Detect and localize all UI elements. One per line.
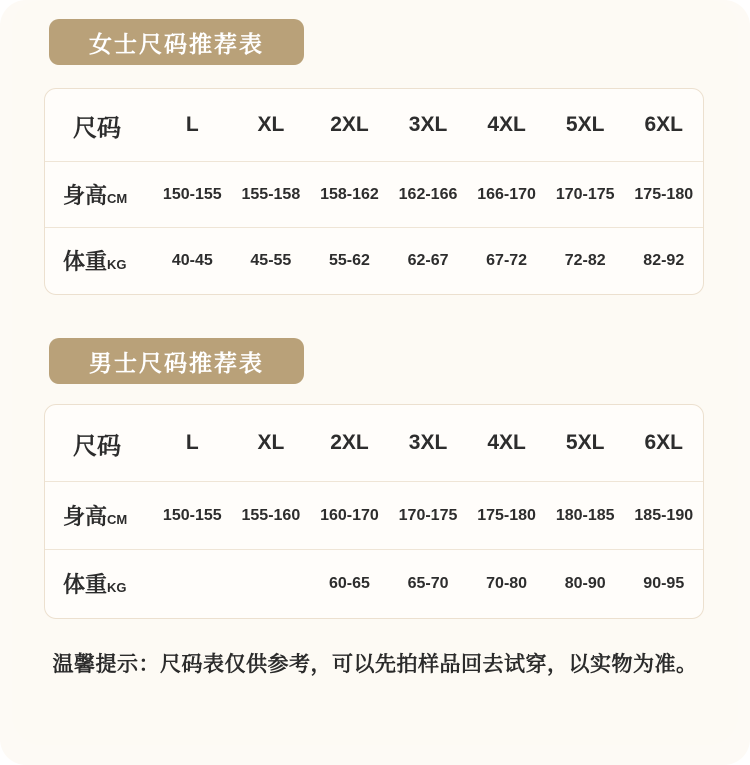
row-label-text: 体重 bbox=[63, 572, 108, 597]
row-label-height bbox=[45, 500, 153, 531]
row-label-unit: CM bbox=[107, 191, 128, 206]
table-row-weight bbox=[45, 227, 703, 293]
row-label-height bbox=[45, 179, 153, 210]
header-label: 尺码 bbox=[73, 432, 121, 460]
row-label-text: 身高 bbox=[63, 183, 108, 208]
table-header-row bbox=[45, 89, 703, 161]
cell-height-l: 150-155 bbox=[162, 506, 222, 524]
cell-height-3xl: 162-166 bbox=[398, 185, 458, 203]
row-label-unit: KG bbox=[107, 257, 127, 272]
size-chart-note: 温馨提示：尺码表仅供参考，可以先拍样品回去试穿，以实物为准。 bbox=[52, 653, 698, 676]
cell-weight-2xl: 55-62 bbox=[328, 251, 370, 269]
header-size-5xl: 5XL bbox=[565, 113, 605, 136]
table-header-row bbox=[45, 405, 703, 481]
cell-weight-l: 40-45 bbox=[171, 251, 213, 269]
cell-height-4xl: 175-180 bbox=[477, 506, 536, 524]
cell-height-xl: 155-160 bbox=[241, 506, 301, 524]
cell-height-6xl: 185-190 bbox=[634, 506, 694, 524]
header-size-l: L bbox=[185, 113, 199, 136]
header-size-l: L bbox=[185, 431, 199, 454]
cell-weight-2xl: 60-65 bbox=[328, 574, 370, 592]
header-size-2xl: 2XL bbox=[330, 431, 369, 454]
cell-weight-5xl: 72-82 bbox=[564, 251, 606, 269]
cell-height-5xl: 170-175 bbox=[555, 185, 615, 203]
cell-weight-3xl: 62-67 bbox=[407, 251, 449, 269]
cell-height-3xl: 170-175 bbox=[398, 506, 458, 524]
cell-height-l: 150-155 bbox=[162, 185, 222, 203]
cell-height-2xl: 158-162 bbox=[320, 185, 379, 203]
row-label-weight bbox=[45, 568, 153, 599]
cell-height-4xl: 166-170 bbox=[477, 185, 536, 203]
header-size-4xl: 4XL bbox=[487, 431, 526, 454]
header-size-5xl: 5XL bbox=[565, 431, 605, 454]
header-size-2xl: 2XL bbox=[330, 113, 369, 136]
header-size-xl: XL bbox=[257, 113, 285, 136]
header-size-6xl: 6XL bbox=[644, 431, 684, 454]
row-label-text: 身高 bbox=[63, 504, 108, 529]
row-label-unit: KG bbox=[107, 580, 127, 595]
cell-weight-xl: 45-55 bbox=[250, 251, 292, 269]
row-label-unit: CM bbox=[107, 512, 128, 527]
cell-weight-3xl: 65-70 bbox=[407, 574, 449, 592]
table-row-weight bbox=[45, 549, 703, 617]
cell-weight-6xl: 90-95 bbox=[643, 574, 685, 592]
header-size-3xl: 3XL bbox=[408, 431, 448, 454]
table-row-height bbox=[45, 481, 703, 549]
header-size-4xl: 4XL bbox=[487, 113, 526, 136]
cell-weight-4xl: 67-72 bbox=[486, 251, 528, 269]
cell-weight-5xl: 80-90 bbox=[564, 574, 606, 592]
cell-height-5xl: 180-185 bbox=[555, 506, 615, 524]
table-row-height bbox=[45, 161, 703, 227]
row-label-text: 体重 bbox=[63, 249, 108, 274]
header-size-xl: XL bbox=[257, 431, 285, 454]
cell-height-2xl: 160-170 bbox=[320, 506, 379, 524]
section-title-women: 女士尺码推荐表 bbox=[49, 19, 304, 65]
cell-weight-4xl: 70-80 bbox=[486, 574, 528, 592]
cell-weight-6xl: 82-92 bbox=[643, 251, 685, 269]
row-label-weight bbox=[45, 245, 153, 276]
header-label: 尺码 bbox=[73, 114, 121, 142]
header-size-6xl: 6XL bbox=[644, 113, 684, 136]
header-size-3xl: 3XL bbox=[408, 113, 448, 136]
cell-height-6xl: 175-180 bbox=[634, 185, 694, 203]
section-title-men: 男士尺码推荐表 bbox=[49, 338, 304, 384]
size-table-women bbox=[44, 88, 704, 295]
size-table-men bbox=[44, 404, 704, 619]
cell-height-xl: 155-158 bbox=[241, 185, 301, 203]
